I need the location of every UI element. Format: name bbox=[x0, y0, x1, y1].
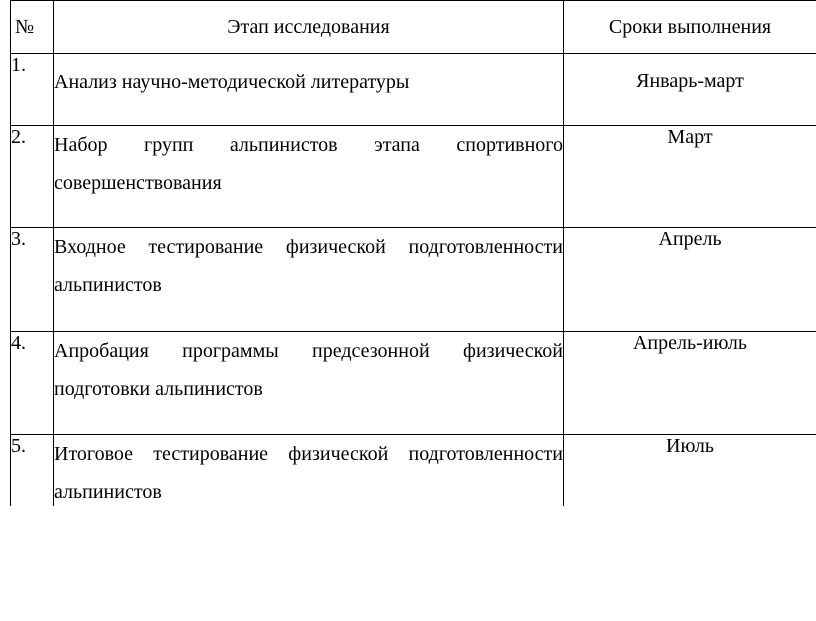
row-number: 5. bbox=[11, 435, 54, 507]
table-row bbox=[11, 54, 816, 126]
row-term: Март bbox=[564, 126, 816, 228]
row-term: Апрель-июль bbox=[564, 332, 816, 435]
table-row bbox=[11, 435, 816, 507]
row-number: 1. bbox=[11, 54, 54, 126]
row-term: Апрель bbox=[564, 228, 816, 332]
table-header-row bbox=[11, 1, 816, 54]
table-row bbox=[11, 228, 816, 332]
row-stage: Итоговое тестирование физической подготовленности альпинистов bbox=[54, 435, 564, 507]
row-stage: Апробация программы предсезонной физической подготовки альпинистов bbox=[54, 332, 564, 435]
header-stage: Этап исследования bbox=[54, 1, 564, 54]
row-stage: Анализ научно-методической литературы bbox=[54, 54, 564, 126]
row-term: Январь-март bbox=[564, 54, 816, 126]
table-row bbox=[11, 332, 816, 435]
header-number: № bbox=[11, 1, 54, 54]
row-number: 3. bbox=[11, 228, 54, 332]
row-number: 4. bbox=[11, 332, 54, 435]
row-stage: Набор групп альпинистов этапа спортивного совершенствования bbox=[54, 126, 564, 228]
header-term: Сроки выполнения bbox=[564, 1, 816, 54]
table-row bbox=[11, 126, 816, 228]
row-term: Июль bbox=[564, 435, 816, 507]
row-stage: Входное тестирование физической подготовленности альпинистов bbox=[54, 228, 564, 332]
row-number: 2. bbox=[11, 126, 54, 228]
research-stages-table bbox=[10, 0, 816, 506]
